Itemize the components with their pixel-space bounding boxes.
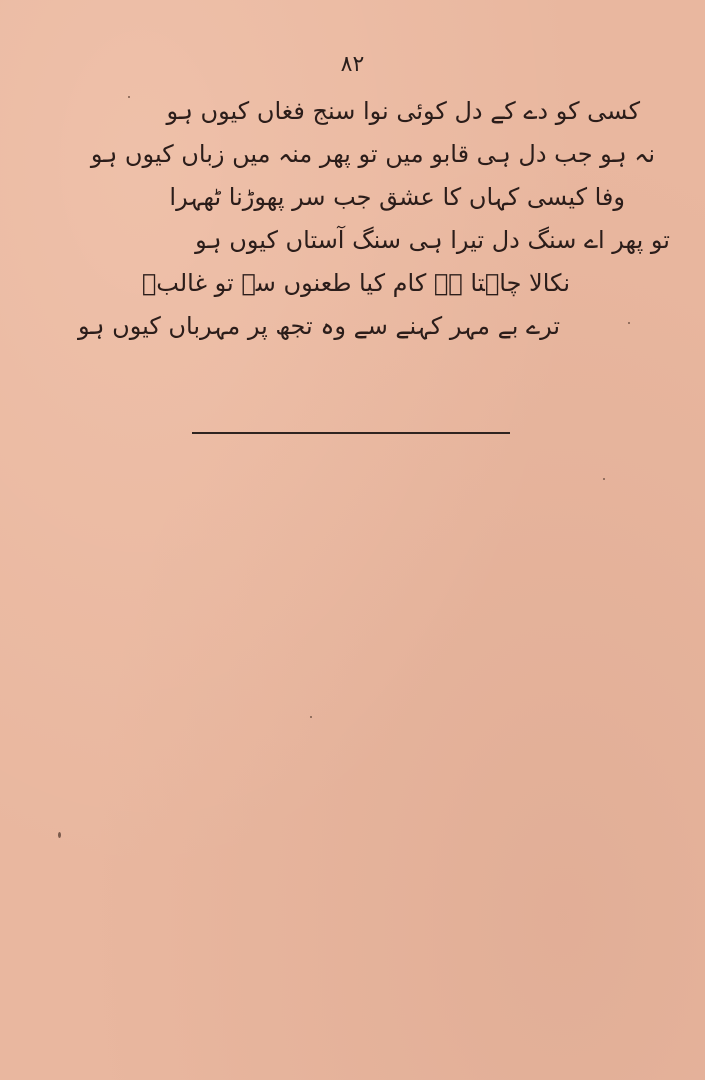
section-divider bbox=[192, 432, 510, 434]
paper-speck bbox=[58, 832, 61, 838]
paper-speck bbox=[628, 322, 630, 324]
verse-line-1: کسی کو دے کے دل کوئی نوا سنج فغاں کیوں ہو bbox=[166, 97, 640, 125]
verse-line-4: تو پھر اے سنگ دل تیرا ہی سنگ آستاں کیوں ہو bbox=[195, 226, 670, 254]
page-number: ۸۲ bbox=[340, 52, 365, 77]
ghazal-verses bbox=[40, 92, 680, 350]
verse-line-5: نکالا چاہتا ہے کام کیا طعنوں سے تو غالبؔ bbox=[141, 269, 570, 297]
paper-speck bbox=[603, 478, 605, 480]
verse-line-6: ترے بے مہر کہنے سے وہ تجھ پر مہرباں کیوں ہو bbox=[78, 312, 560, 340]
paper-speck bbox=[128, 96, 130, 98]
verse-line-2: نہ ہو جب دل ہی قابو میں تو پھر منہ میں زباں کیوں ہو bbox=[90, 140, 655, 168]
paper-speck bbox=[310, 716, 312, 718]
verse-line-3: وفا کیسی کہاں کا عشق جب سر پھوڑنا ٹھہرا bbox=[169, 183, 625, 211]
